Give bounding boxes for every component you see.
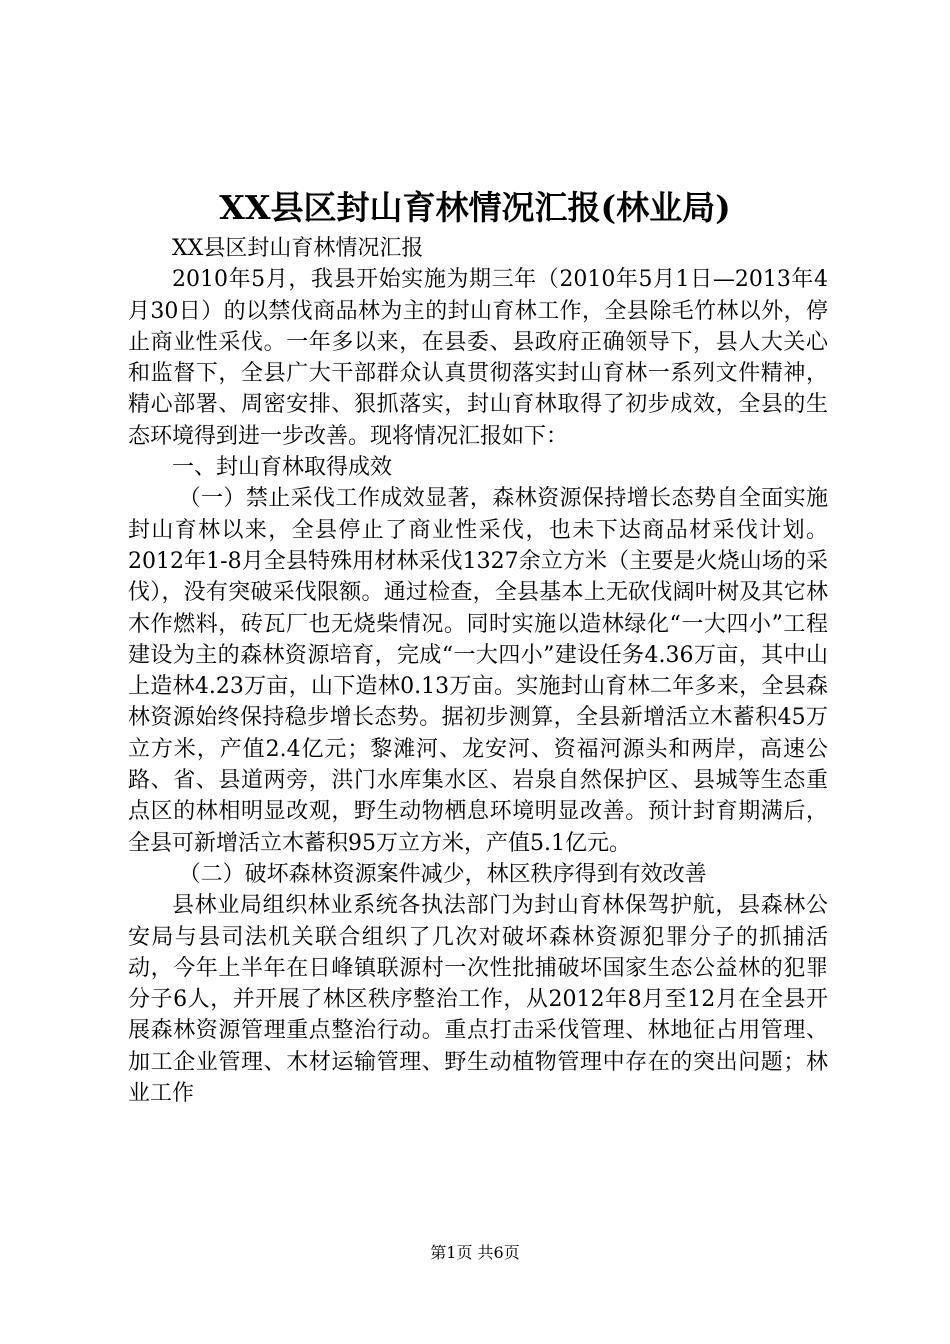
section-heading-achievements: 一、封山育林取得成效 <box>172 455 393 481</box>
subheading-case-reduction: （二）破坏森林资源案件减少，林区秩序得到有效改善 <box>178 861 707 887</box>
page-number-footer: 第1页 共6页 <box>430 1243 520 1262</box>
paragraph-law-enforcement: 县林业局组织林业系统各执法部门为封山育林保驾护航，县森林公安局与县司法机关联合组织了几次对破坏森林资源犯罪分子的抓捕活动，今年上半年在日峰镇联源村一次性批捕破坏国家生态公益林的犯罪分子6人，并开展了林区秩序整治工作，从2012年8月至12月在全县开展森林资源管理重点整治行动。重点打击采伐管理、林地征占用管理、加工企业管理、木材运输管理、野生动植物管理中存在的突出问题；林业工作 <box>128 893 828 1107</box>
paragraph-logging-ban: （一）禁止采伐工作成效显著，森林资源保持增长态势自全面实施封山育林以来，全县停止了商业性采伐，也未下达商品材采伐计划。2012年1-8月全县特殊用材林采伐1327余立方米（主要是火烧山场的采伐），没有突破采伐限额。通过检查，全县基本上无砍伐阔叶树及其它林木作燃料，砖瓦厂也无烧柴情况。同时实施以造林绿化“一大四小”工程建设为主的森林资源培育，完成“一大四小”建设任务4.36万亩，其中山上造林4.23万亩，山下造林0.13万亩。实施封山育林二年多来，全县森林资源始终保持稳步增长态势。据初步测算，全县新增活立木蓄积45万立方米，产值2.4亿元；黎滩河、龙安河、资福河源头和两岸，高速公路、省、县道两旁，洪门水库集水区、岩泉自然保护区、县城等生态重点区的林相明显改观，野生动物栖息环境明显改善。预计封育期满后，全县可新增活立木蓄积95万立方米，产值5.1亿元。 <box>128 486 828 856</box>
document-body <box>128 233 828 1109</box>
document-title: XX县区封山育林情况汇报(林业局) <box>219 188 731 227</box>
paragraph-report-heading: XX县区封山育林情况汇报 <box>172 236 424 261</box>
paragraph-intro: 2010年5月，我县开始实施为期三年（2010年5月1日—2013年4月30日）的以禁伐商品林为主的封山育林工作，全县除毛竹林以外，停止商业性采伐。一年多以来，在县委、县政府正确领导下，县人大关心和监督下，全县广大干部群众认真贯彻落实封山育林一系列文件精神，精心部署、周密安排、狠抓落实，封山育林取得了初步成效，全县的生态环境得到进一步改善。现将情况汇报如下： <box>128 267 828 449</box>
